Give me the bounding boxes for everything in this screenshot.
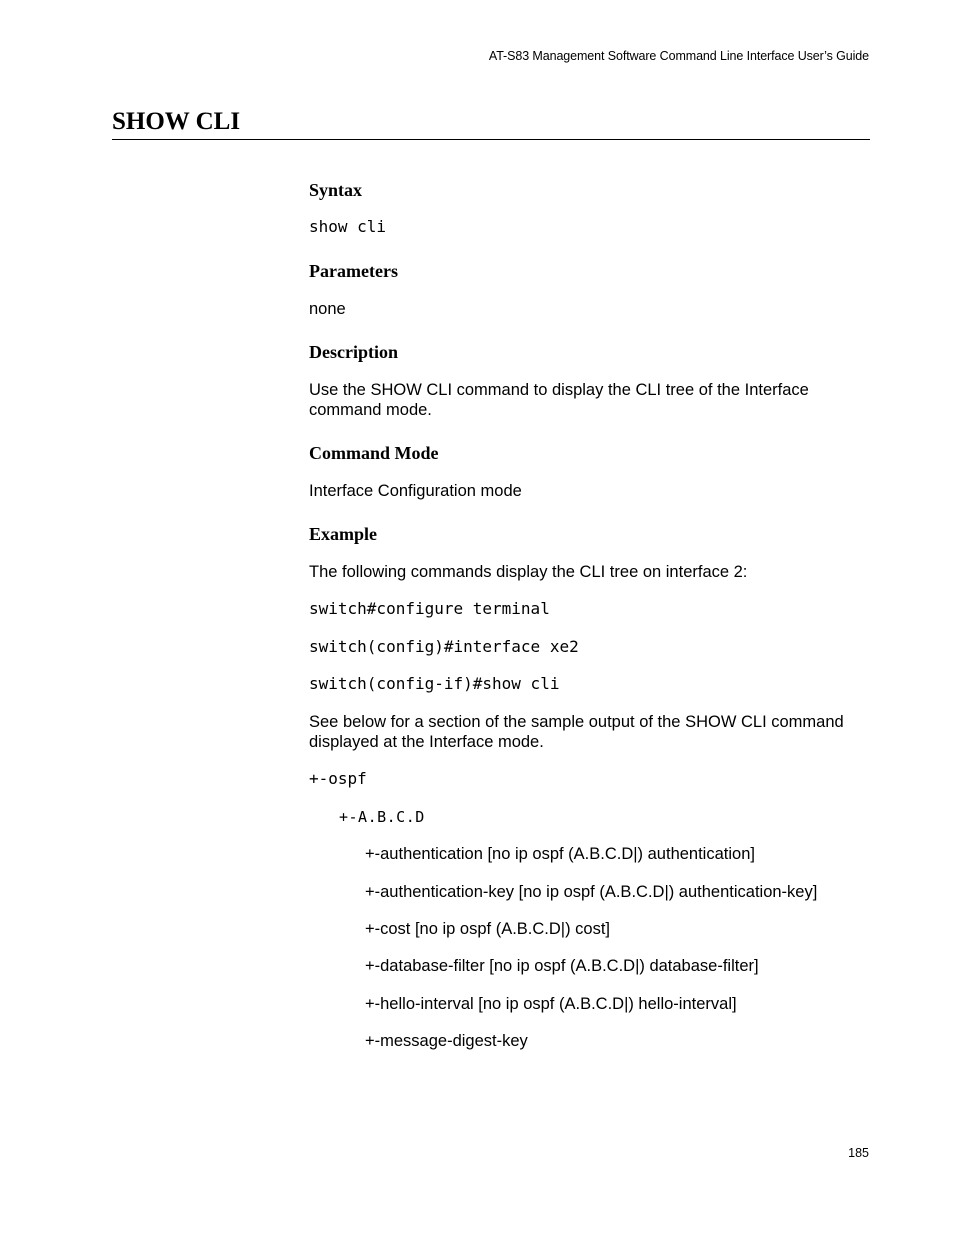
example-command: switch(config)#interface xe2 [309,637,579,656]
tree-item: +-cost [no ip ospf (A.B.C.D|) cost] [365,920,610,938]
parameters-heading: Parameters [309,261,398,281]
tree-root: +-ospf [309,769,367,788]
tree-item: +-authentication [no ip ospf (A.B.C.D|) authentication] [365,845,755,863]
syntax-heading: Syntax [309,180,363,200]
tree-item: +-hello-interval [no ip ospf (A.B.C.D|) hello-interval] [365,995,737,1013]
command-mode-heading: Command Mode [309,443,439,463]
example-heading: Example [309,524,378,544]
syntax-command: show cli [309,217,387,236]
tree-branch: +-A.B.C.D [339,808,425,826]
tree-item: +-database-filter [no ip ospf (A.B.C.D|) database-filter] [365,957,759,975]
example-intro: The following commands display the CLI tree on interface 2: [309,563,748,581]
page-number: 185 [848,1146,869,1160]
output-intro: See below for a section of the sample output of the SHOW CLI command displayed at the Interface mode. [309,713,844,751]
tree-item: +-authentication-key [no ip ospf (A.B.C.D|) authentication-key] [365,883,818,901]
running-header: AT-S83 Management Software Command Line Interface User’s Guide [488,49,869,63]
example-command: switch#configure terminal [309,599,550,618]
example-command: switch(config-if)#show cli [309,674,560,693]
command-mode-text: Interface Configuration mode [309,482,522,500]
description-heading: Description [309,342,398,362]
description-text: Use the SHOW CLI command to display the CLI tree of the Interface command mode. [309,381,809,419]
title-divider [112,139,870,140]
parameters-text: none [309,300,346,318]
page-title: SHOW CLI [112,108,241,135]
tree-item: +-message-digest-key [365,1032,528,1050]
